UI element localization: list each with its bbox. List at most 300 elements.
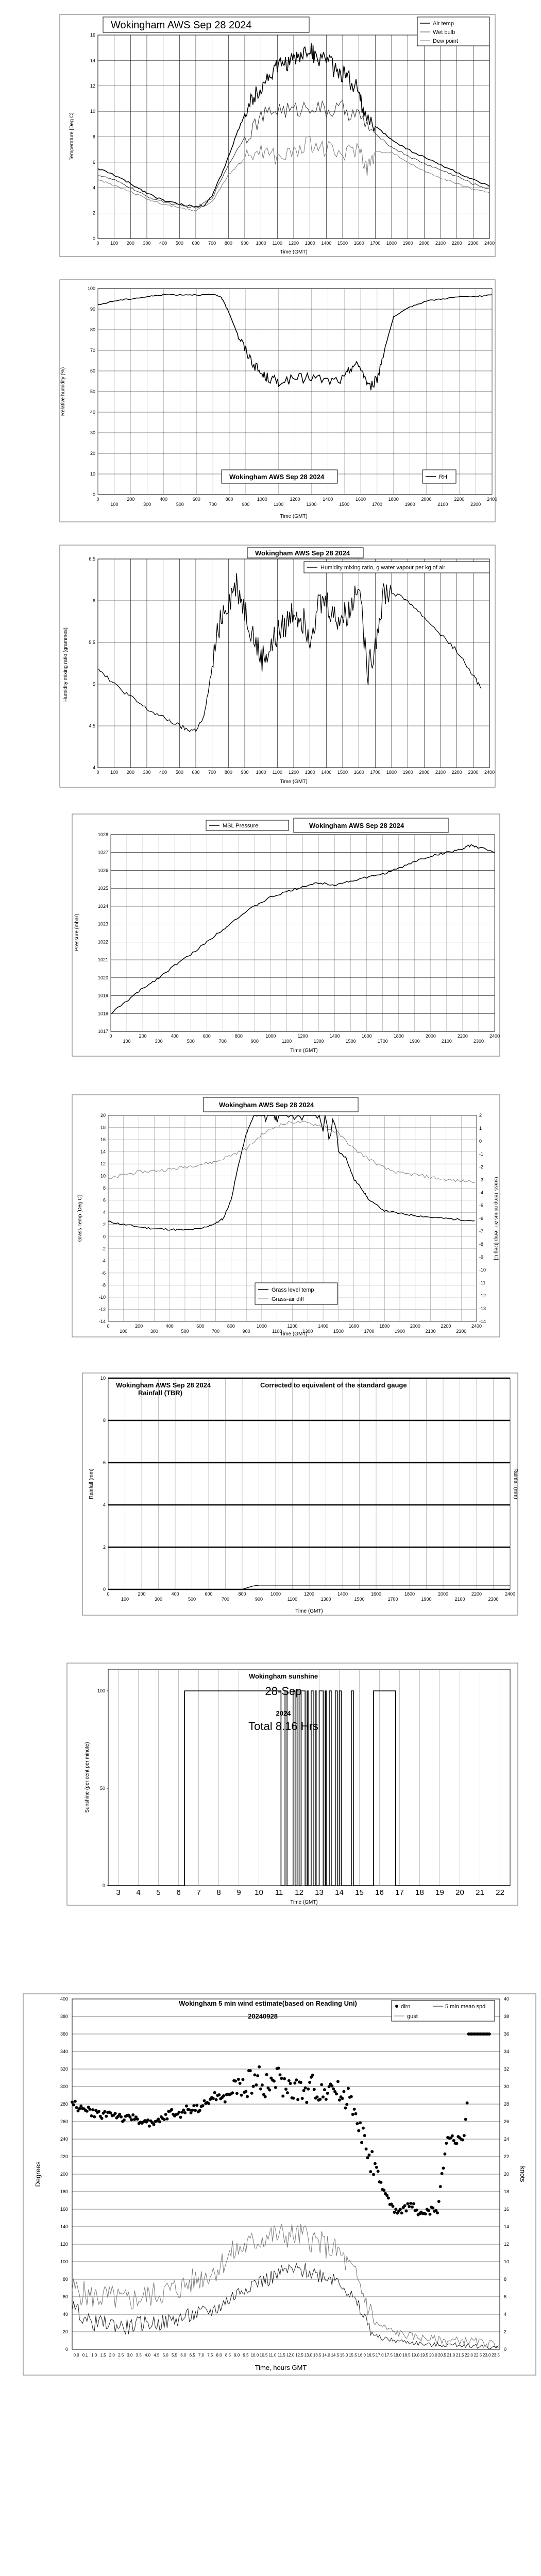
legend-air-temp: Air temp — [433, 21, 454, 27]
humidity-title: Wokingham AWS Sep 28 2024 — [229, 473, 325, 481]
pres-x-tick: 1800 — [393, 1033, 404, 1039]
wind-direction-point — [350, 2095, 353, 2098]
mix-x-tick: 1800 — [386, 770, 397, 775]
sun-x-tick: 12 — [295, 1888, 303, 1897]
temperature-y-label: Temperature [Deg C] — [69, 112, 75, 161]
temperature-legend — [417, 17, 489, 46]
wind-direction-point — [404, 2210, 408, 2213]
wind-direction-point — [97, 2110, 100, 2113]
rh-y-tick: 10 — [90, 471, 95, 477]
wind-direction-point — [241, 2078, 244, 2081]
pres-y-tick: 1023 — [97, 921, 108, 927]
mixing-ratio-y-label: Humidity mixing ratio (grammes) — [63, 628, 69, 702]
wind-direction-point — [146, 2119, 149, 2122]
wind-y-tick: 160 — [60, 2207, 68, 2212]
rh-x-tick: 2400 — [486, 497, 498, 502]
wind-y-tick: 340 — [60, 2049, 68, 2054]
sun-y-tick: 50 — [99, 1786, 105, 1791]
wind-direction-point — [365, 2147, 368, 2150]
pres-x-tick: 2100 — [441, 1039, 452, 1044]
wind-x-tick: 1.5 — [100, 2353, 106, 2358]
wind-y2-label: knots — [519, 2166, 527, 2182]
grass-y2-tick: -2 — [479, 1164, 484, 1170]
grass-y2-tick: -11 — [479, 1280, 486, 1285]
grass-x-tick: 2400 — [471, 1324, 482, 1329]
mix-x-tick: 0 — [96, 770, 99, 775]
temp-y-tick: 8 — [92, 134, 95, 140]
wind-direction-point — [344, 2107, 347, 2110]
temp-x-tick: 400 — [159, 241, 167, 246]
wind-x-tick: 19.5 — [420, 2353, 429, 2358]
pres-y-tick: 1017 — [97, 1029, 108, 1034]
rain-x-tick: 300 — [154, 1597, 163, 1602]
sun-x-tick: 20 — [455, 1888, 464, 1897]
wind-y2-tick: 14 — [504, 2224, 510, 2229]
wind-direction-point — [323, 2088, 326, 2091]
mix-x-tick: 2100 — [435, 770, 446, 775]
rh-x-tick: 400 — [159, 497, 168, 502]
rh-y-tick: 80 — [90, 327, 95, 332]
mix-x-tick: 600 — [192, 770, 200, 775]
sun-y-tick: 0 — [102, 1883, 105, 1888]
rh-y-tick: 100 — [87, 286, 95, 291]
wind-direction-point — [295, 2078, 298, 2081]
rain-x-tick: 1800 — [404, 1591, 415, 1597]
mix-x-tick: 2000 — [419, 770, 430, 775]
sunshine-plot-area — [108, 1669, 510, 1886]
pres-x-tick: 1600 — [361, 1033, 372, 1039]
wind-direction-point — [353, 2108, 356, 2111]
wind-chart — [23, 1994, 536, 2375]
grass-y-tick: 18 — [100, 1125, 106, 1130]
rh-x-tick: 0 — [96, 497, 99, 502]
pres-y-tick: 1027 — [97, 850, 108, 855]
wind-direction-point — [379, 2181, 382, 2184]
sun-x-tick: 10 — [255, 1888, 263, 1897]
rh-x-tick: 1100 — [273, 502, 284, 507]
grass-x-tick: 2300 — [456, 1329, 467, 1334]
temp-x-tick: 2200 — [451, 241, 462, 246]
wind-x-tick: 21.0 — [447, 2353, 455, 2358]
wind-direction-point — [71, 2100, 74, 2104]
wind-x-tick: 4.5 — [154, 2353, 160, 2358]
pres-x-tick: 1200 — [297, 1033, 308, 1039]
wind-direction-point — [261, 2083, 264, 2087]
pres-x-tick: 900 — [250, 1039, 259, 1044]
wind-y2-tick: 10 — [504, 2259, 510, 2264]
wind-direction-point — [120, 2115, 123, 2119]
wind-direction-point — [409, 2202, 412, 2205]
grass-x-tick: 200 — [135, 1324, 143, 1329]
wind-direction-point — [439, 2185, 442, 2188]
wind-x-label: Time, hours GMT — [255, 2364, 307, 2371]
rainfall-y2-label: Rainfall (mm) — [513, 1468, 518, 1499]
wind-x-tick: 3.0 — [127, 2353, 133, 2358]
rain-x-tick: 800 — [238, 1591, 246, 1597]
temp-x-tick: 1400 — [321, 241, 332, 246]
temp-x-tick: 200 — [126, 241, 134, 246]
temp-x-tick: 1600 — [353, 241, 364, 246]
rainfall-chart — [82, 1373, 518, 1615]
rh-x-tick: 1600 — [355, 497, 366, 502]
wind-y2-tick: 4 — [504, 2312, 507, 2317]
wind-x-tick: 10.5 — [259, 2353, 268, 2358]
rainfall-y-label: Rainfall (mm) — [89, 1468, 94, 1499]
wind-y-tick: 360 — [60, 2031, 68, 2037]
wind-x-tick: 18.0 — [393, 2353, 402, 2358]
grass-y2-tick: -13 — [479, 1306, 486, 1311]
wind-direction-point — [412, 2202, 415, 2205]
wind-x-tick: 2.5 — [118, 2353, 124, 2358]
wind-direction-point — [357, 2129, 360, 2132]
wind-direction-point — [265, 2073, 268, 2076]
temp-x-tick: 1200 — [288, 241, 299, 246]
wind-direction-point — [131, 2113, 134, 2116]
sun-x-tick: 5 — [156, 1888, 161, 1897]
wind-direction-point — [372, 2173, 375, 2176]
wind-direction-point — [336, 2080, 340, 2083]
grass-x-tick: 1600 — [348, 1324, 359, 1329]
pres-x-tick: 500 — [187, 1039, 195, 1044]
wind-y-tick: 20 — [62, 2329, 68, 2334]
mix-x-tick: 100 — [110, 770, 119, 775]
temp-y-tick: 10 — [90, 109, 95, 114]
pres-x-tick: 1400 — [329, 1033, 340, 1039]
wind-x-tick: 8.0 — [216, 2353, 222, 2358]
rain-x-tick: 1500 — [354, 1597, 365, 1602]
pres-x-tick: 200 — [139, 1033, 147, 1039]
legend-dew-point: Dew point — [433, 38, 458, 44]
sun-x-tick: 11 — [275, 1888, 283, 1897]
wind-direction-point — [224, 2100, 227, 2104]
wind-direction-point — [305, 2101, 308, 2104]
rh-x-tick: 1400 — [323, 497, 333, 502]
grass-x-tick: 2100 — [425, 1329, 436, 1334]
rh-x-tick: 100 — [110, 502, 119, 507]
wind-direction-point — [311, 2074, 314, 2077]
grass-y-tick: -14 — [98, 1319, 106, 1324]
wind-date: 20240928 — [248, 2012, 278, 2020]
pres-y-tick: 1022 — [97, 939, 108, 945]
wind-direction-point — [367, 2154, 370, 2157]
wind-direction-point — [466, 2102, 469, 2105]
wind-x-tick: 17.5 — [384, 2353, 393, 2358]
wind-direction-point — [235, 2092, 239, 2095]
pressure-y-label: Pressure (mbar) — [74, 913, 80, 952]
wind-direction-point — [385, 2194, 388, 2197]
wind-direction-point — [253, 2073, 257, 2076]
mix-x-tick: 500 — [175, 770, 183, 775]
temp-x-tick: 1000 — [256, 241, 266, 246]
wind-direction-point — [195, 2104, 198, 2107]
wind-direction-point — [326, 2092, 329, 2095]
wind-direction-point — [377, 2170, 380, 2173]
pressure-title: Wokingham AWS Sep 28 2024 — [309, 822, 404, 829]
mix-x-tick: 200 — [126, 770, 134, 775]
wind-x-tick: 11.5 — [277, 2353, 285, 2358]
wind-x-tick: 15.5 — [349, 2353, 357, 2358]
wind-direction-point — [387, 2196, 390, 2199]
wind-direction-point — [335, 2092, 338, 2095]
pres-x-tick: 1000 — [265, 1033, 276, 1039]
wind-direction-point — [345, 2103, 348, 2106]
pres-y-tick: 1028 — [97, 832, 108, 837]
wind-direction-point — [100, 2117, 104, 2120]
wind-direction-point — [164, 2113, 167, 2116]
wind-x-tick: 17.0 — [376, 2353, 384, 2358]
sun-x-tick: 8 — [216, 1888, 221, 1897]
wind-direction-point — [392, 2205, 395, 2208]
grass-y2-tick: 2 — [479, 1113, 482, 1118]
pres-x-tick: 700 — [218, 1039, 227, 1044]
wind-direction-point — [455, 2142, 458, 2145]
grass-x-tick: 1400 — [318, 1324, 329, 1329]
mix-x-tick: 1500 — [337, 770, 348, 775]
wind-direction-point — [292, 2097, 295, 2100]
wind-x-tick: 5.5 — [171, 2353, 178, 2358]
mix-y-tick: 5 — [92, 682, 95, 687]
wind-direction-point — [322, 2095, 325, 2098]
wind-direction-point — [445, 2142, 448, 2145]
pres-x-tick: 1700 — [377, 1039, 388, 1044]
rh-x-tick: 1300 — [306, 502, 317, 507]
grass-x-tick: 1200 — [287, 1324, 298, 1329]
wind-x-tick: 22.0 — [465, 2353, 473, 2358]
wind-direction-point — [165, 2117, 168, 2121]
wind-x-tick: 6.0 — [180, 2353, 187, 2358]
wind-direction-point — [215, 2098, 218, 2102]
wind-direction-point — [442, 2166, 445, 2170]
sunshine-chart — [67, 1663, 518, 1905]
pres-x-tick: 300 — [155, 1039, 163, 1044]
grass-x-tick: 1800 — [379, 1324, 390, 1329]
legend-gust: gust — [407, 2013, 418, 2020]
humidity-chart — [60, 280, 497, 522]
wind-direction-point — [288, 2079, 291, 2082]
rain-x-tick: 100 — [121, 1597, 129, 1602]
wind-direction-point — [320, 2083, 323, 2086]
sun-x-tick: 13 — [315, 1888, 324, 1897]
rain-x-tick: 900 — [255, 1597, 263, 1602]
wind-x-tick: 22.5 — [474, 2353, 482, 2358]
temp-y-tick: 12 — [90, 83, 95, 89]
wind-direction-point — [296, 2098, 299, 2101]
wind-direction-point — [123, 2119, 126, 2122]
pres-y-tick: 1020 — [97, 975, 108, 980]
pres-y-tick: 1021 — [97, 957, 108, 963]
temp-x-tick: 1300 — [305, 241, 315, 246]
wind-direction-point — [461, 2139, 464, 2142]
wind-direction-point — [279, 2073, 282, 2076]
wind-direction-point — [411, 2206, 414, 2209]
wind-direction-point — [342, 2090, 345, 2093]
mix-x-tick: 1600 — [353, 770, 364, 775]
wind-y-tick: 240 — [60, 2137, 68, 2142]
rh-x-tick: 2000 — [421, 497, 432, 502]
wind-direction-point — [369, 2170, 372, 2173]
grass-x-tick: 1900 — [395, 1329, 405, 1334]
wind-y2-tick: 18 — [504, 2189, 510, 2194]
wind-direction-point — [246, 2095, 249, 2098]
wind-x-tick: 23.5 — [492, 2353, 500, 2358]
wind-direction-point — [293, 2081, 296, 2084]
grass-y-tick: -8 — [101, 1282, 106, 1288]
wind-direction-point — [109, 2111, 112, 2114]
wind-x-tick: 20.0 — [429, 2353, 437, 2358]
wind-direction-point — [114, 2112, 117, 2115]
rh-y-tick: 40 — [90, 410, 95, 415]
grass-x-tick: 1100 — [272, 1329, 282, 1334]
wind-y-tick: 0 — [65, 2347, 68, 2352]
wind-direction-point — [191, 2109, 194, 2112]
rh-y-tick: 60 — [90, 368, 95, 374]
grass-temp-chart — [72, 1095, 500, 1337]
grass-y2-tick: -14 — [479, 1319, 486, 1324]
mix-x-tick: 1200 — [288, 770, 299, 775]
wind-direction-point — [244, 2090, 247, 2093]
wind-title: Wokingham 5 min wind estimate(based on Reading Uni) — [179, 1999, 357, 2007]
sun-x-tick: 21 — [476, 1888, 484, 1897]
grass-y2-tick: -4 — [479, 1190, 484, 1195]
grass-x-tick: 1700 — [364, 1329, 375, 1334]
wind-direction-point — [463, 2134, 466, 2137]
wind-direction-point — [105, 2115, 108, 2118]
rain-x-tick: 2200 — [471, 1591, 482, 1597]
rh-y-tick: 90 — [90, 307, 95, 312]
grass-y-tick: -2 — [101, 1246, 106, 1251]
sunshine-date: 28-Sep — [265, 1685, 302, 1698]
wind-direction-point — [188, 2108, 191, 2111]
pres-y-tick: 1025 — [97, 886, 108, 891]
wind-direction-point — [190, 2111, 193, 2114]
pres-x-tick: 1300 — [313, 1039, 324, 1044]
rh-x-tick: 1000 — [257, 497, 267, 502]
grass-x-tick: 300 — [150, 1329, 158, 1334]
wind-direction-point — [286, 2091, 289, 2094]
grass-x-tick: 0 — [107, 1324, 110, 1329]
rh-y-tick: 30 — [90, 430, 95, 435]
rh-x-tick: 600 — [192, 497, 200, 502]
grass-y2-tick: -3 — [479, 1177, 484, 1182]
sun-x-tick: 14 — [335, 1888, 344, 1897]
wind-direction-point — [240, 2094, 243, 2097]
wind-direction-point — [256, 2074, 259, 2077]
wind-y-tick: 140 — [60, 2224, 68, 2229]
rainfall-note: Corrected to equivalent of the standard gauge — [260, 1381, 407, 1389]
grass-y-tick: 20 — [100, 1113, 106, 1118]
wind-direction-point — [153, 2123, 156, 2126]
wind-x-tick: 0.0 — [73, 2353, 79, 2358]
sun-x-tick: 16 — [375, 1888, 384, 1897]
wind-direction-point — [163, 2118, 166, 2121]
wind-direction-point — [86, 2110, 89, 2113]
wind-y2-tick: 34 — [504, 2049, 510, 2054]
mix-y-tick: 4 — [92, 765, 95, 770]
wind-direction-point — [307, 2088, 310, 2091]
sun-x-tick: 15 — [355, 1888, 364, 1897]
wind-direction-point — [74, 2100, 77, 2103]
wind-x-tick: 10.0 — [250, 2353, 259, 2358]
grass-y2-tick: -6 — [479, 1216, 484, 1221]
wind-direction-point — [375, 2166, 378, 2169]
grass-y2-label: Grass Temp minus Air Temp [Deg C] — [493, 1177, 499, 1260]
mix-x-tick: 1000 — [256, 770, 266, 775]
grass-y-tick: -12 — [98, 1307, 106, 1312]
wind-direction-point — [203, 2099, 206, 2103]
sunshine-x-label: Time (GMT) — [290, 1900, 318, 1905]
mix-x-tick: 1300 — [305, 770, 315, 775]
temp-y-tick: 14 — [90, 58, 95, 63]
wind-y2-tick: 36 — [504, 2031, 510, 2037]
temp-y-tick: 0 — [92, 236, 95, 241]
wind-y2-tick: 26 — [504, 2119, 510, 2124]
wind-direction-point — [91, 2108, 94, 2111]
rain-x-tick: 700 — [221, 1597, 230, 1602]
wind-x-tick: 19.0 — [411, 2353, 419, 2358]
wind-direction-point — [330, 2084, 333, 2088]
wind-y2-tick: 20 — [504, 2172, 510, 2177]
wind-x-tick: 9.0 — [234, 2353, 240, 2358]
wind-direction-point — [136, 2117, 139, 2121]
rain-x-tick: 500 — [188, 1597, 196, 1602]
rain-x-tick: 200 — [138, 1591, 146, 1597]
pres-x-tick: 2300 — [473, 1039, 484, 1044]
rh-x-tick: 200 — [127, 497, 135, 502]
mix-y-tick: 6.5 — [89, 556, 95, 562]
wind-y2-tick: 16 — [504, 2207, 510, 2212]
legend-grass-level: Grass level temp — [272, 1287, 314, 1293]
temp-x-tick: 1900 — [402, 241, 413, 246]
pres-x-tick: 800 — [234, 1033, 243, 1039]
sun-x-tick: 6 — [176, 1888, 181, 1897]
grass-y-tick: 12 — [100, 1161, 106, 1167]
wind-direction-point — [217, 2093, 221, 2096]
grass-y2-tick: -12 — [479, 1293, 486, 1298]
wind-y-tick: 100 — [60, 2259, 68, 2264]
wind-direction-point — [436, 2211, 439, 2214]
wind-direction-point — [130, 2118, 133, 2121]
wind-direction-point — [394, 2208, 397, 2211]
pres-y-tick: 1024 — [97, 903, 108, 909]
legend-dirn: dirn — [401, 2004, 411, 2010]
wind-direction-point — [362, 2127, 365, 2130]
wind-y-tick: 120 — [60, 2242, 68, 2247]
pres-x-tick: 1500 — [345, 1039, 356, 1044]
rh-x-tick: 300 — [143, 502, 151, 507]
wind-direction-point — [250, 2092, 253, 2095]
wind-y2-tick: 28 — [504, 2102, 510, 2107]
wind-direction-point — [170, 2108, 173, 2111]
wind-direction-point — [347, 2087, 350, 2090]
rh-x-tick: 2300 — [470, 502, 481, 507]
grass-y-label: Grass Temp [Deg C] — [77, 1195, 83, 1242]
wind-direction-point — [393, 2211, 396, 2214]
wind-direction-point — [280, 2077, 283, 2080]
wind-y2-tick: 38 — [504, 2014, 510, 2019]
wind-direction-point — [308, 2081, 311, 2084]
grass-y2-tick: -9 — [479, 1255, 484, 1260]
grass-x-tick: 1300 — [302, 1329, 313, 1334]
wind-direction-point — [332, 2088, 335, 2091]
wind-y-tick: 300 — [60, 2084, 68, 2089]
grass-x-tick: 400 — [165, 1324, 174, 1329]
rain-x-tick: 400 — [171, 1591, 179, 1597]
wind-direction-point — [259, 2088, 262, 2091]
temp-x-tick: 300 — [143, 241, 151, 246]
wind-x-tick: 8.5 — [225, 2353, 231, 2358]
wind-direction-point — [157, 2117, 160, 2121]
rain-x-tick: 1200 — [303, 1591, 315, 1597]
